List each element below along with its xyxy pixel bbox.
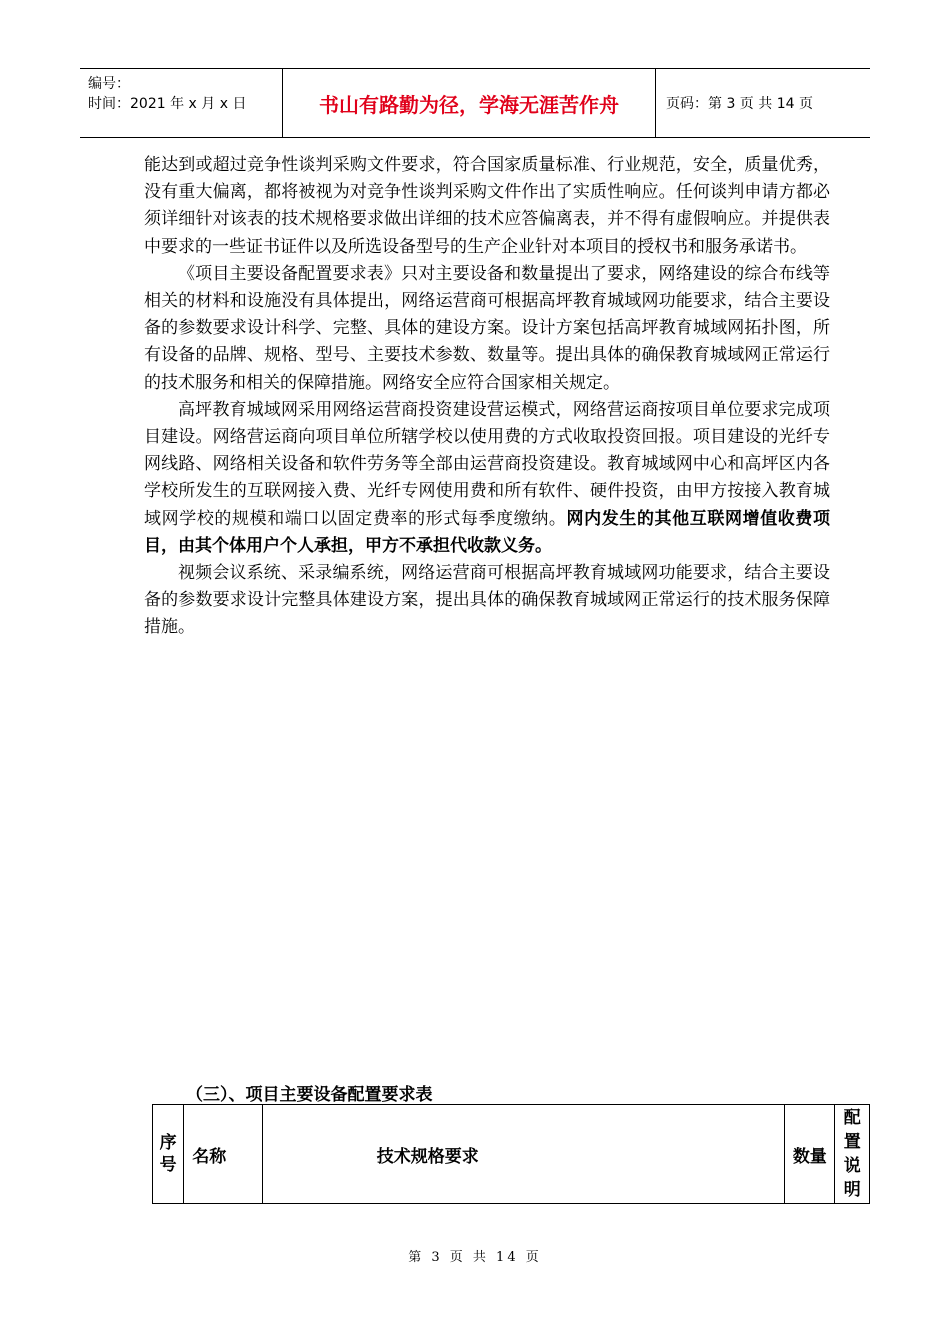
- document-body: [144, 152, 830, 642]
- paragraph-2: 《项目主要设备配置要求表》只对主要设备和数量提出了要求，网络建设的综合布线等相关的材料和设施没有具体提出，网络运营商可根据高坪教育城域网功能要求，结合主要设备的参数要求设计科学、完整、具体的建设方案。设计方案包括高坪教育城域网拓扑图，所有设备的品牌、规格、型号、主要技术参数、数量等。提出具体的确保教育城域网正常运行的技术服务和相关的保障措施。网络安全应符合国家相关规定。: [144, 263, 830, 393]
- header-meta-cell: [80, 69, 283, 137]
- header-config-note: 配置说明: [835, 1105, 870, 1204]
- header-technical-spec: 技术规格要求: [262, 1105, 784, 1204]
- header-motto: 书山有路勤为径，学海无涯苦作舟: [319, 92, 619, 117]
- header-motto-cell: [283, 69, 656, 137]
- equipment-config-table: [152, 1104, 870, 1204]
- document-time-label: 时间：2021 年 x 月 x 日: [88, 96, 247, 112]
- table-header-row: [153, 1105, 870, 1204]
- document-number-label: 编号：: [88, 76, 130, 92]
- page-footer: 第 3 页 共 14 页: [408, 1250, 542, 1265]
- paragraph-3: [144, 397, 830, 560]
- header-name: 名称: [184, 1105, 263, 1204]
- paragraph-3-bold-text: 网内发生的其他互联网增值收费项目，由其个体用户个人承担，甲方不承担代收款义务。: [144, 508, 831, 556]
- header-page-cell: [656, 69, 870, 137]
- header-serial-number: 序号: [153, 1105, 184, 1204]
- paragraph-3-text: 高坪教育城域网采用网络运营商投资建设营运模式，网络营运商按项目单位要求完成项目建设。网络营运商向项目单位所辖学校以使用费的方式收取投资回报。项目建设的光纤专网线路、网络相关设备和软件劳务等全部由运营商投资建设。教育城域网中心和高坪区内各学校所发生的互联网接入费、光纤专网使用费和所有软件、硬件投资，由甲方按接入教育城域网学校的规模和端口以固定费率的形式每季度缴纳。: [144, 399, 830, 529]
- paragraph-4: 视频会议系统、采录编系统，网络运营商可根据高坪教育城域网功能要求，结合主要设备的参数要求设计完整具体建设方案，提出具体的确保教育城域网正常运行的技术服务保障措施。: [144, 563, 830, 638]
- section-title: （三）、项目主要设备配置要求表: [186, 1085, 433, 1105]
- paragraph-1: 能达到或超过竞争性谈判采购文件要求，符合国家质量标准、行业规范，安全，质量优秀，没有重大偏离，都将被视为对竞争性谈判采购文件作出了实质性响应。任何谈判申请方都必须详细针对该表的技术规格要求做出详细的技术应答偏离表，并不得有虚假响应。并提供表中要求的一些证书证件以及所选设备型号的生产企业针对本项目的授权书和服务承诺书。: [144, 155, 830, 257]
- header-page-info: 页码：第 3 页 共 14 页: [666, 96, 813, 112]
- header-quantity: 数量: [785, 1105, 835, 1204]
- page-header: [80, 68, 870, 138]
